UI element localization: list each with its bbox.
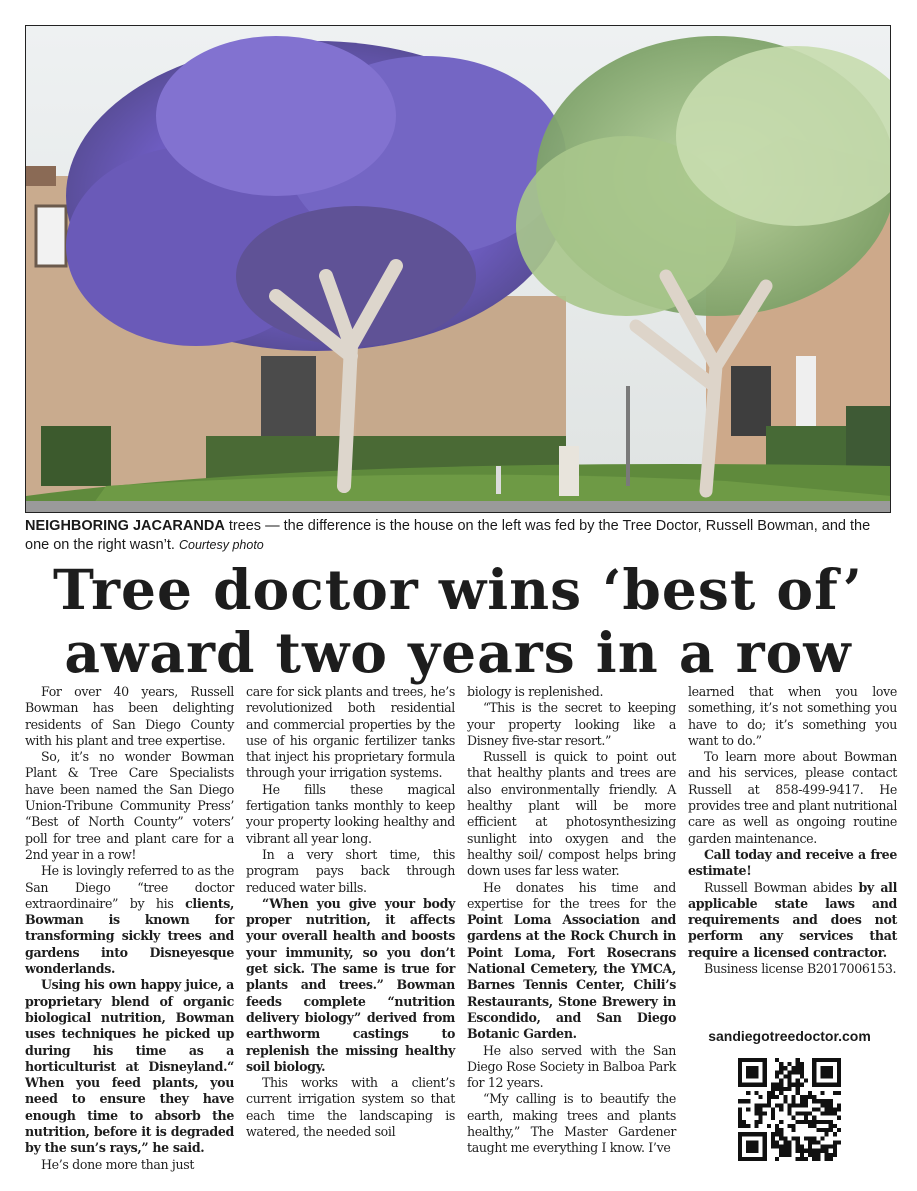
qr-code-icon[interactable]	[738, 1058, 841, 1161]
paragraph	[25, 977, 234, 1156]
call-to-action: Call today and receive a free estimate!	[688, 846, 897, 879]
paragraph: Russell is quick to point out that healthy plants and trees are also environmentally friendly. A healthy plant will be more efficient at photosynthesizing sunlight into oxygen and the healthy soil/ compost helps bring down uses far less water.	[467, 749, 676, 879]
paragraph: care for sick plants and trees, he’s revolutionized both residential and commercial properties by the use of his organic fertilizer tanks that inject his proprietary formula through your irrigation systems.	[246, 684, 455, 781]
caption-credit: Courtesy photo	[178, 538, 264, 552]
paragraph: To learn more about Bowman and his services, please contact Russell at 858-499-9417. He provides tree and plant nutritional care as well as ongoing routine garden maintenance.	[688, 749, 897, 846]
paragraph-text: He is lovingly referred to as the San Diego “tree doctor extraordinaire” by his	[25, 863, 234, 911]
paragraph-text: Russell Bowman abides	[704, 879, 853, 895]
business-license: Business license B2017006153.	[704, 961, 897, 977]
article-column-2	[246, 684, 455, 1140]
paragraph-text: He donates his time and expertise for the trees for the	[467, 879, 676, 911]
paragraph: This works with a client’s current irrigation system so that each time the landscaping is watered, the needed soil	[246, 1075, 455, 1140]
paragraph-bold-text: Using his own happy juice, a proprietary blend of organic biological nutrition, Bowman uses techniques he picked up during his time as a horticulturist at Disneyland.“ When you feed plants, you need to ensure they have enough time to absorb the nutrition, before it is degraded by the sun’s rays,” he said.	[25, 977, 234, 1156]
paragraph: For over 40 years, Russell Bowman has been delighting residents of San Diego County with his plant and tree expertise.	[25, 684, 234, 748]
paragraph: biology is replenished.	[467, 684, 604, 699]
headline-line-2: award two years in a row	[64, 620, 852, 685]
headline	[20, 558, 896, 684]
paragraph-bold-text: “When you give your body proper nutrition, it affects your overall health and boosts your immunity, so you don’t get sick. The same is true for plants and trees.” Bowman feeds complete “nutrition delivery biology” derived from earthworm castings to replenish the missing healthy soil biology.	[246, 895, 455, 1074]
headline-line-1: Tree doctor wins ‘best of’	[53, 557, 863, 622]
paragraph: “My calling is to beautify the earth, making trees and plants healthy,” The Master Gardener taught me everything I know. I’ve	[467, 1091, 676, 1156]
photo-caption	[25, 517, 891, 555]
article-column-4	[688, 684, 897, 977]
paragraph	[25, 863, 234, 977]
paragraph: learned that when you love something, it’s not something you have to do; it’s something you want to do.”	[688, 684, 897, 748]
paragraph: He also served with the San Diego Rose Society in Balboa Park for 12 years.	[467, 1042, 676, 1091]
paragraph	[246, 896, 455, 1075]
paragraph: In a very short time, this program pays back through reduced water bills.	[246, 846, 455, 895]
caption-lead: NEIGHBORING JACARANDA	[25, 518, 225, 534]
caption-text: trees — the difference is the house on the left was fed by the Tree Doctor, Russell Bowman, and the one on the right wasn’t.	[25, 518, 871, 553]
paragraph: He fills these magical fertigation tanks monthly to keep your property looking healthy and vibrant all year long.	[246, 781, 455, 846]
paragraph-bold-text: Point Loma Association and gardens at the Rock Church in Point Loma, Fort Rosecrans National Cemetery, the YMCA, Barnes Tennis Center, Chili’s Restaurants, Stone Brewery in Escondido, and San Diego Botanic Garden.	[467, 912, 676, 1042]
article-column-1	[25, 684, 234, 1173]
article-column-3	[467, 684, 676, 1157]
paragraph-bold-text: clients, Bowman is known for transforming sickly trees and gardens into Disneyesque wonderlands.	[25, 895, 234, 977]
paragraph	[467, 880, 676, 1043]
paragraph	[688, 847, 897, 880]
paragraph: So, it’s no wonder Bowman Plant & Tree Care Specialists have been named the San Diego Union-Tribune Community Press’ “Best of North County” voters’ poll for tree and plant care for a 2nd year in a row!	[25, 749, 234, 862]
website-link[interactable]: sandiegotreedoctor.com	[708, 1028, 871, 1044]
paragraph: “This is the secret to keeping your property looking like a Disney five-star resort.”	[467, 700, 676, 748]
paragraph	[688, 880, 897, 961]
paragraph: He’s done more than just	[41, 1156, 195, 1172]
paragraph-bold-text: by all applicable state laws and requirements and does not perform any services that require a licensed contractor.	[688, 879, 898, 960]
jacaranda-trees-photo	[25, 25, 891, 513]
